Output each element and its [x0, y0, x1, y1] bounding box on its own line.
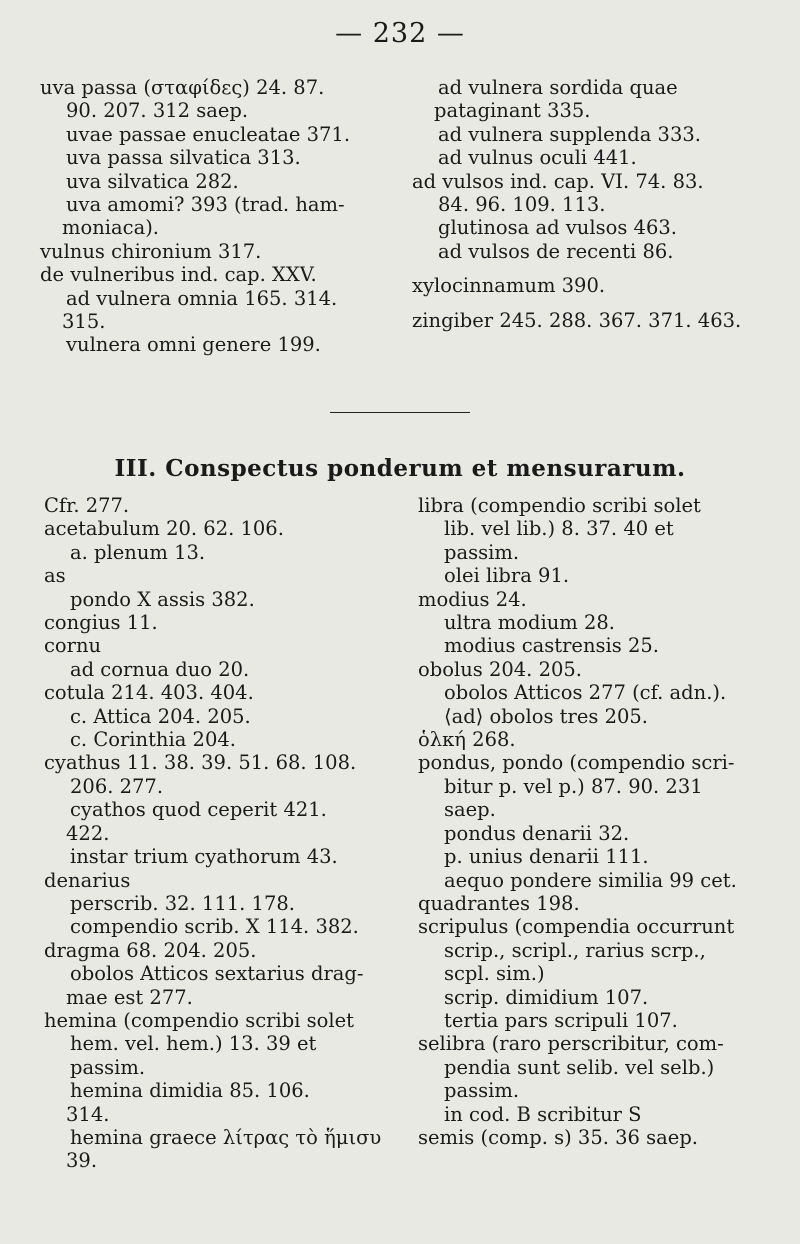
index-entry: ⟨ad⟩ obolos tres 205.: [444, 704, 648, 728]
index-entry: passim.: [444, 1079, 520, 1103]
index-entry: hemina graece λίτρας τὸ ἥμισυ: [70, 1125, 382, 1149]
index-entry: scripulus (compendia occurrunt: [418, 915, 735, 939]
index-entry: vulnera omni genere 199.: [66, 333, 321, 357]
index-entry: pondus, pondo (compendio scri-: [418, 751, 735, 775]
index-entry: passim.: [444, 540, 520, 564]
index-entry: perscrib. 32. 111. 178.: [70, 891, 295, 915]
index-entry: selibra (raro perscribitur, com-: [418, 1032, 724, 1056]
index-entry: modius castrensis 25.: [444, 634, 659, 658]
index-entry: libra (compendio scribi solet: [418, 494, 701, 517]
index-entry: ultra modium 28.: [444, 611, 615, 635]
index-entry: passim.: [70, 1055, 146, 1079]
index-entry: ad vulsos de recenti 86.: [438, 239, 674, 263]
index-entry: lib. vel lib.) 8. 37. 40 et: [444, 517, 674, 541]
index-entry: congius 11.: [44, 611, 158, 635]
index-entry: pondus denarii 32.: [444, 821, 630, 845]
index-entry: saep.: [444, 798, 496, 822]
index-entry: obolos Atticos sextarius drag-: [70, 962, 364, 986]
index-column-top-left: [40, 76, 385, 357]
index-entry: bitur p. vel p.) 87. 90. 231: [444, 774, 703, 798]
index-entry: as: [44, 564, 66, 588]
index-entry: instar trium cyathorum 43.: [70, 845, 338, 869]
index-entry: denarius: [44, 868, 131, 892]
index-entry: ad vulnera supplenda 333.: [438, 122, 701, 146]
index-entry: compendio scrib. X 114. 382.: [70, 915, 359, 939]
index-entry: semis (comp. s) 35. 36 saep.: [418, 1125, 699, 1149]
index-entry: obolos Atticos 277 (cf. adn.).: [444, 681, 727, 705]
index-entry: Cfr. 277.: [44, 494, 130, 517]
index-entry: ad cornua duo 20.: [70, 657, 250, 681]
index-entry: cornu: [44, 634, 102, 658]
index-entry: ad vulnera sordida quae: [438, 76, 678, 99]
index-entry: pataginant 335.: [434, 99, 591, 123]
index-entry: 39.: [66, 1149, 98, 1173]
index-entry: c. Corinthia 204.: [70, 728, 236, 752]
index-entry: zingiber 245. 288. 367. 371. 463.: [412, 308, 742, 332]
index-entry: pondo X assis 382.: [70, 587, 255, 611]
index-entry: tertia pars scripuli 107.: [444, 1008, 678, 1032]
index-column-bottom-left: [44, 494, 384, 1173]
index-column-top-right: [412, 76, 772, 332]
index-entry: pendia sunt selib. vel selb.): [444, 1055, 715, 1079]
section-divider: [330, 412, 470, 413]
index-entry: uva amomi? 393 (trad. ham-: [66, 193, 345, 217]
index-entry: scrip. dimidium 107.: [444, 985, 649, 1009]
index-entry: uva passa (σταφίδες) 24. 87.: [40, 76, 325, 99]
index-entry: uva silvatica 282.: [66, 169, 239, 193]
index-entry: ad vulnera omnia 165. 314.: [66, 286, 338, 310]
index-entry: olei libra 91.: [444, 564, 570, 588]
index-entry: cotula 214. 403. 404.: [44, 681, 254, 705]
index-entry: in cod. B scribitur S: [444, 1102, 642, 1126]
index-entry: hemina dimidia 85. 106.: [70, 1079, 310, 1103]
index-entry: c. Attica 204. 205.: [70, 704, 251, 728]
index-entry: 84. 96. 109. 113.: [438, 193, 606, 217]
index-entry: uva passa silvatica 313.: [66, 146, 301, 170]
index-entry: cyathus 11. 38. 39. 51. 68. 108.: [44, 751, 357, 775]
index-entry: mae est 277.: [66, 985, 193, 1009]
index-entry: 90. 207. 312 saep.: [66, 99, 249, 123]
index-entry: uvae passae enucleatae 371.: [66, 122, 351, 146]
index-entry: 206. 277.: [70, 774, 164, 798]
index-entry: p. unius denarii 111.: [444, 845, 649, 869]
index-entry: quadrantes 198.: [418, 891, 580, 915]
index-entry: hem. vel. hem.) 13. 39 et: [70, 1032, 317, 1056]
index-entry: obolus 204. 205.: [418, 657, 582, 681]
index-column-bottom-right: [418, 494, 778, 1149]
index-entry: ad vulnus oculi 441.: [438, 146, 637, 170]
index-entry: cyathos quod ceperit 421.: [70, 798, 327, 822]
index-entry: 314.: [66, 1102, 110, 1126]
index-entry: scpl. sim.): [444, 962, 545, 986]
index-entry: glutinosa ad vulsos 463.: [438, 216, 677, 240]
index-entry: scrip., scripl., rarius scrp.,: [444, 938, 706, 962]
index-entry: aequo pondere similia 99 cet.: [444, 868, 737, 892]
index-entry: 315.: [62, 310, 106, 334]
index-entry: vulnus chironium 317.: [40, 239, 262, 263]
index-entry: de vulneribus ind. cap. XXV.: [40, 263, 317, 287]
index-entry: acetabulum 20. 62. 106.: [44, 517, 284, 541]
index-entry: dragma 68. 204. 205.: [44, 938, 257, 962]
index-entry: ad vulsos ind. cap. VI. 74. 83.: [412, 169, 704, 193]
index-entry: ὁλκή 268.: [418, 728, 516, 752]
index-entry: xylocinnamum 390.: [412, 274, 606, 298]
section-heading: III. Conspectus ponderum et mensurarum.: [114, 455, 686, 482]
index-entry: moniaca).: [62, 216, 160, 240]
index-entry: a. plenum 13.: [70, 540, 206, 564]
index-entry: modius 24.: [418, 587, 527, 611]
page-number: — 232 —: [335, 18, 465, 49]
index-entry: hemina (compendio scribi solet: [44, 1008, 354, 1032]
index-entry: 422.: [66, 821, 110, 845]
